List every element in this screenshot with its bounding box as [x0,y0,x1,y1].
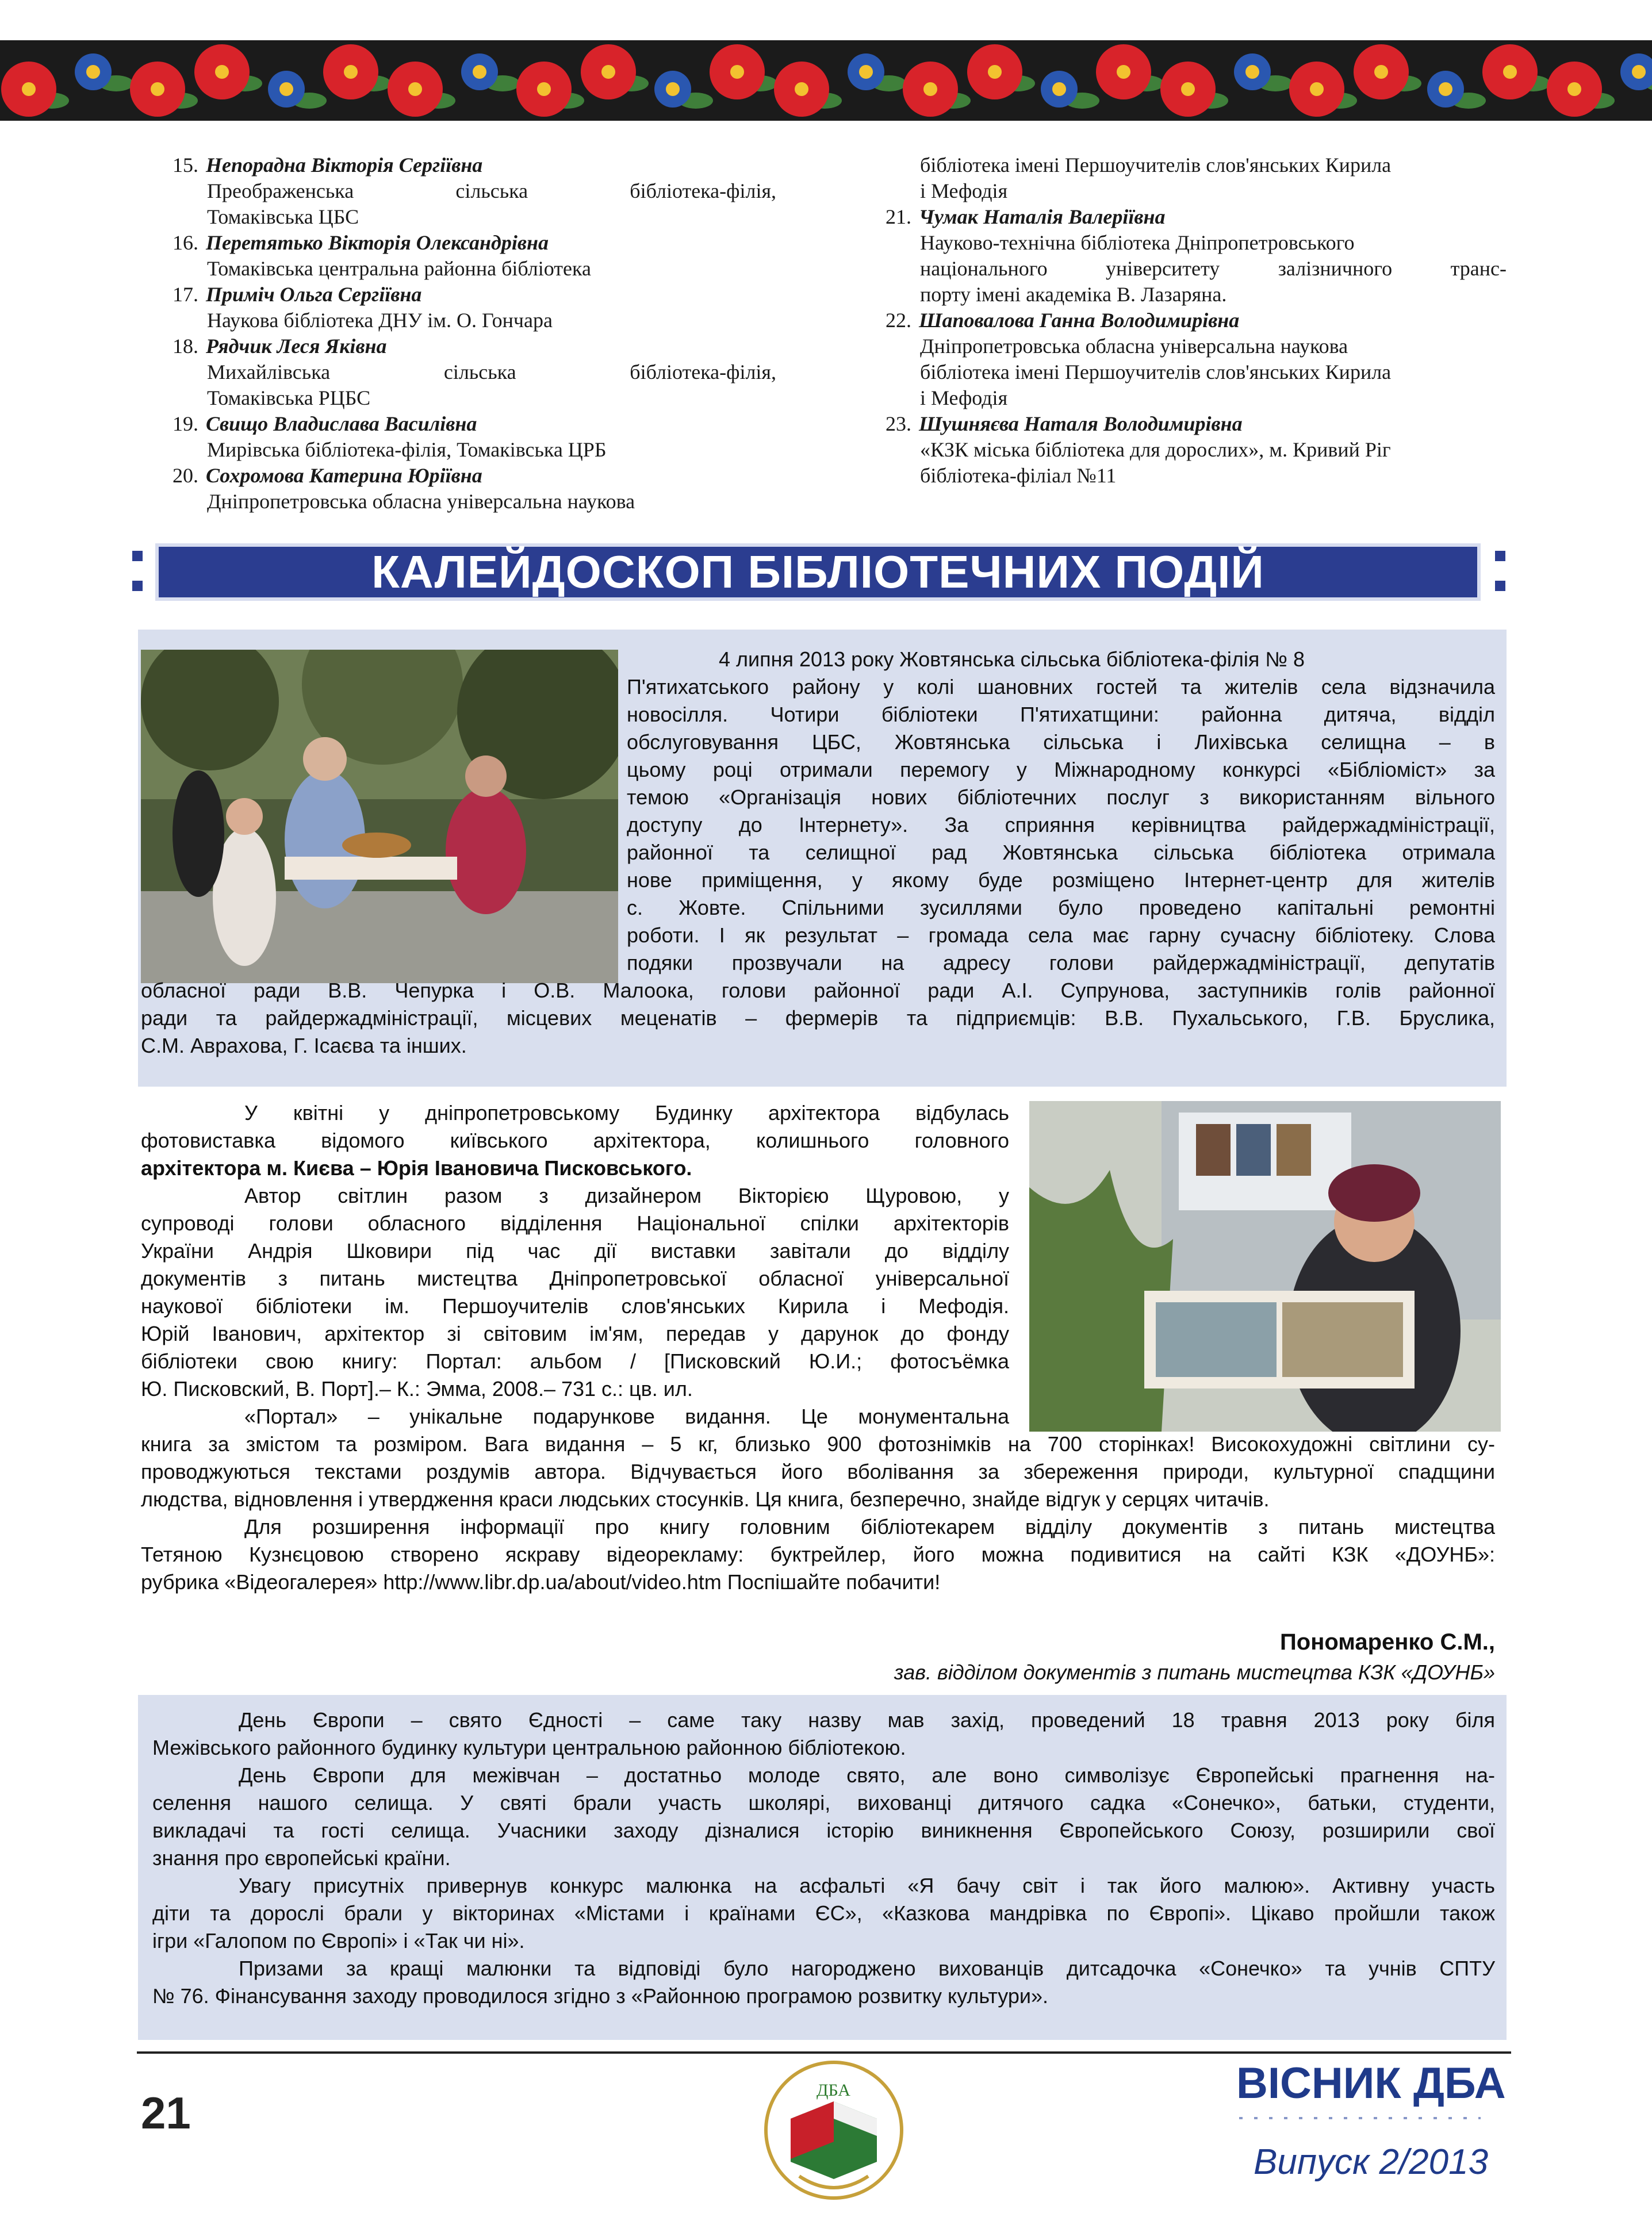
library-line: Мирівська бібліотека-філія, Томаківська ЦРБ [207,438,607,461]
library-line: Наукова бібліотека ДНУ ім. О. Гончара [207,309,553,332]
ornament-flower-center [1374,65,1388,79]
text-line: Юрій Іванович, архітектор зі світовим ім'ям, передав у дарунок до фонду [141,1322,1009,1345]
embroidery-ornament [0,0,1652,144]
library-line: порту імені академіка В. Лазаряна. [920,283,1227,306]
text-line: «Портал» – унікальне подарункове видання. Це монументальна [244,1405,1009,1428]
ornament-flower-center [1117,65,1130,79]
person-name: Шушняєва Наталя Володимирівна [919,412,1243,435]
text-line: обслуговування ЦБС, Жовтянська сільська і Лихівська селищна – в [627,730,1495,754]
ornament-flower-center [730,65,744,79]
ornament-flower-center [408,82,422,96]
text-line: цьому році отримали перемогу у Міжнародному конкурсі «Бібліоміст» за [627,758,1495,781]
library-line: бібліотека-філіал №11 [920,464,1117,487]
photo-image [1029,1101,1501,1432]
text-line: обласної ради В.В. Чепурка і О.В. Малоока, голови районної ради А.І. Супрунова, заступників голів районної [141,979,1495,1002]
text-line: Тетяною Кузнєцовою створено яскраву відеорекламу: буктрейлер, його можна подивитися на сайті КЗК «ДОУНБ»: [141,1543,1495,1566]
list-item [173,411,776,463]
ornament-flower-center [1052,82,1066,96]
banner-dot [1495,581,1505,591]
journal-title: ВІСНИК ДБА [1236,2059,1506,2108]
banner-dot [1495,551,1505,561]
article-2-author-role: зав. відділом документів з питань мистецтва КЗК «ДОУНБ» [894,1660,1495,1684]
issue-label: Випуск 2/2013 [1254,2142,1489,2182]
item-number: 21. [886,205,911,228]
ornament-flower-center [1632,65,1646,79]
text-line: П'ятихатського району у колі шановних гостей та жителів села відзначила [627,675,1495,699]
article-2-text-full [141,1430,1495,1596]
person-name: Перетятько Вікторія Олександрівна [206,231,549,254]
text-line: України Андрія Шковири під час дії виставки завітали до відділу [141,1239,1009,1263]
list-item [173,230,776,282]
text-line: Призами за кращі малюнки та відповіді було нагороджено вихованців дитсадочка «Сонечко» та учнів СПТУ [239,1957,1495,1980]
text-line: викладачі та гості селища. Учасники заходу дізналися історію виникнення Європейського Союзу, розширили свої [152,1819,1495,1842]
item-number: 17. [173,283,198,306]
text-line: людства, відновлення і утвердження краси людських стосунків. Ця книга, безперечно, знайде відгук у серцях читачів. [141,1487,1270,1511]
ornament-flower-center [666,82,680,96]
ornament-flower-center [215,65,229,79]
article-2-text [141,1099,1009,1430]
list-item [173,333,776,411]
photo-librarian-with-book [1029,1101,1501,1432]
person-name: Шаповалова Ганна Володимирівна [919,309,1240,332]
item-number: 19. [173,412,198,435]
ornament-flower-center [1503,65,1517,79]
banner-dot [132,551,143,561]
text-line: подяки прозвучали на адресу голови райдержадміністрації, депутатів [627,951,1495,975]
participants-list-left [173,152,776,515]
library-line: «КЗК міська бібліотека для дорослих», м. Кривий Ріг [920,438,1391,461]
text-line: бібліотеки свою книгу: Портал: альбом / [Писковский Ю.И.; фотосъёмка [141,1349,1009,1373]
ornament-flower-center [473,65,486,79]
ornament-flower-center [859,65,873,79]
text-line: документів з питань мистецтва Дніпропетровської обласної універсальної [141,1267,1009,1290]
page-number: 21 [141,2088,191,2138]
library-line: Дніпропетровська обласна універсальна наукова [920,335,1348,358]
banner-dot [132,581,143,591]
ornament-flower-center [1181,82,1195,96]
ornament-flower-center [1310,82,1324,96]
participants-list-right [886,152,1507,489]
text-line: День Європи – свято Єдності – саме таку назву мав захід, проведений 18 травня 2013 року біля [239,1708,1495,1732]
article-1-text [627,646,1495,977]
item-number: 18. [173,335,198,358]
photo-village-celebration [141,650,618,983]
text-line: Автор світлин разом з дизайнером Вікторією Щуровою, у [244,1184,1009,1207]
text-line: Увагу присутніх привернув конкурс малюнка на асфальті «Я бачу світ і так його малюю». Активну участь [239,1874,1495,1897]
text-line: ради та райдержадміністрації, місцевих меценатів – фермерів та підприємців: В.В. Пухальського, Г.В. Бруслика, [141,1006,1495,1030]
section-title: КАЛЕЙДОСКОП БІБЛІОТЕЧНИХ ПОДІЙ [371,546,1264,597]
library-line: Томаківська ЦБС [207,205,359,228]
item-number: 20. [173,464,198,487]
item-number: 16. [173,231,198,254]
text-line: фотовиставка відомого київського архітектора, колишнього головного [141,1129,1009,1152]
ornament-flower-center [1567,82,1581,96]
text-line: 4 липня 2013 року Жовтянська сільська бібліотека-філія № 8 [719,647,1305,671]
ornament-flower-center [923,82,937,96]
ornament-flower-center [537,82,551,96]
person-name: Рядчик Леся Яківна [206,335,387,358]
footer-rule [137,2051,1511,2054]
text-line: роботи. І як результат – громада села має гарну сучасну бібліотеку. Слова [627,923,1495,947]
library-line: і Мефодія [920,386,1008,409]
list-item [886,308,1507,411]
text-line: Ю. Писковский, В. Порт].– К.: Эмма, 2008.– 731 с.: цв. ил. [141,1377,693,1401]
text-line: супроводі голови обласного відділення Національної спілки архітекторів [141,1211,1009,1235]
item-number: 15. [173,154,198,177]
text-line: рубрика «Відеогалерея» http://www.libr.dp.ua/about/video.htm Поспішайте побачити! [141,1570,941,1594]
list-item [886,411,1507,489]
library-line: Михайлівська сільська бібліотека-філія, [207,360,776,383]
text-line: нове приміщення, у якому буде розміщено Інтернет-центр для жителів [627,868,1495,892]
text-line: селення нашого селища. У святі брали участь школярі, вихованці дитячого садка «Сонечко», батьки, студенти, [152,1791,1495,1815]
list-item [173,463,776,515]
library-line: Науково-технічна бібліотека Дніпропетровського [920,231,1355,254]
person-name: Приміч Ольга Сергіївна [206,283,422,306]
ornament-flower-center [344,65,358,79]
text-line: Для розширення інформації про книгу головним бібліотекарем відділу документів з питань мистецтва [244,1515,1495,1539]
ornament-flower-center [22,82,36,96]
ornament-flower-center [86,65,100,79]
text-line: наукової бібліотеки ім. Першоучителів слов'янських Кирила і Мефодія. [141,1294,1009,1318]
ornament-flower-center [601,65,615,79]
ornament-flower-center [1439,82,1452,96]
text-line: ігри «Галопом по Європі» і «Так чи ні». [152,1929,525,1953]
library-line: Томаківська центральна районна бібліотека [207,257,591,280]
ornament-flower-center [279,82,293,96]
ornament-flower-center [151,82,164,96]
article-2-author: Пономаренко С.М., [1280,1629,1495,1655]
section-banner [155,543,1481,601]
library-line: національного університету залізничного транс- [920,257,1507,280]
text-line: архітектора м. Києва – Юрія Івановича Писковського. [141,1156,692,1180]
list-item [173,282,776,333]
list-item [886,204,1507,308]
text-line: новосілля. Чотири бібліотеки П'ятихатщини: районна дитяча, відділ [627,703,1495,726]
text-line: темою «Організація нових бібліотечних послуг з використанням вільного [627,785,1495,809]
dba-logo [742,2055,926,2211]
text-line: С.М. Аврахова, Г. Ісаєва та інших. [141,1034,467,1057]
library-line: бібліотека імені Першоучителів слов'янських Кирила [920,154,1392,177]
ornament-flower-center [795,82,808,96]
text-line: книга за змістом та розміром. Вага видання – 5 кг, близько 900 фотознімків на 700 сторінках! Високохудожні світлини су- [141,1432,1495,1456]
list-item [173,152,776,230]
text-line: проводжуються текстами роздумів автора. Відчувається його вболівання за збереження природи, культурної спадщини [141,1460,1495,1483]
library-line: і Мефодія [920,179,1008,202]
text-line: районної та селищної рад Жовтянська сільська бібліотека отримала [627,841,1495,864]
text-line: знання про європейські країни. [152,1846,451,1870]
text-line: У квітні у дніпропетровському Будинку архітектора відбулась [244,1101,1009,1125]
item-number: 23. [886,412,911,435]
article-3-text [152,1706,1495,2010]
item-number: 22. [886,309,911,332]
logo-abbr: ДБА [817,2081,850,2100]
library-line: Дніпропетровська обласна універсальна наукова [207,490,635,513]
text-line: с. Жовте. Спільними зусиллями було проведено капітальні ремонтні [627,896,1495,919]
person-name: Непорадна Вікторія Сергіївна [206,154,483,177]
journal-dotted-line [1239,2117,1481,2119]
text-line: діти та дорослі брали у вікторинах «Містами і країнами ЄС», «Казкова мандрівка по Європі». Цікаво пройшли також [152,1901,1495,1925]
library-line: бібліотека імені Першоучителів слов'янських Кирила [920,360,1392,383]
photo-image [141,650,618,983]
ornament-flower-center [1245,65,1259,79]
library-line: Томаківська РЦБС [207,386,371,409]
text-line: № 76. Фінансування заходу проводилося згідно з «Районною програмою розвитку культури». [152,1984,1049,2008]
text-line: День Європи для межівчан – достатньо молоде свято, але воно символізує Європейські прагнення на- [239,1763,1495,1787]
ornament-flower-center [988,65,1002,79]
text-line: доступу до Інтернету». За сприяння керівництва райдержадміністрації, [627,813,1495,837]
person-name: Чумак Наталія Валеріївна [919,205,1166,228]
text-line: Межівського районного будинку культури центральною районною бібліотекою. [152,1736,906,1759]
person-name: Свищо Владислава Василівна [206,412,477,435]
library-line: Преображенська сільська бібліотека-філія, [207,179,776,202]
person-name: Сохромова Катерина Юріївна [206,464,482,487]
article-1-text-full [141,977,1495,1060]
